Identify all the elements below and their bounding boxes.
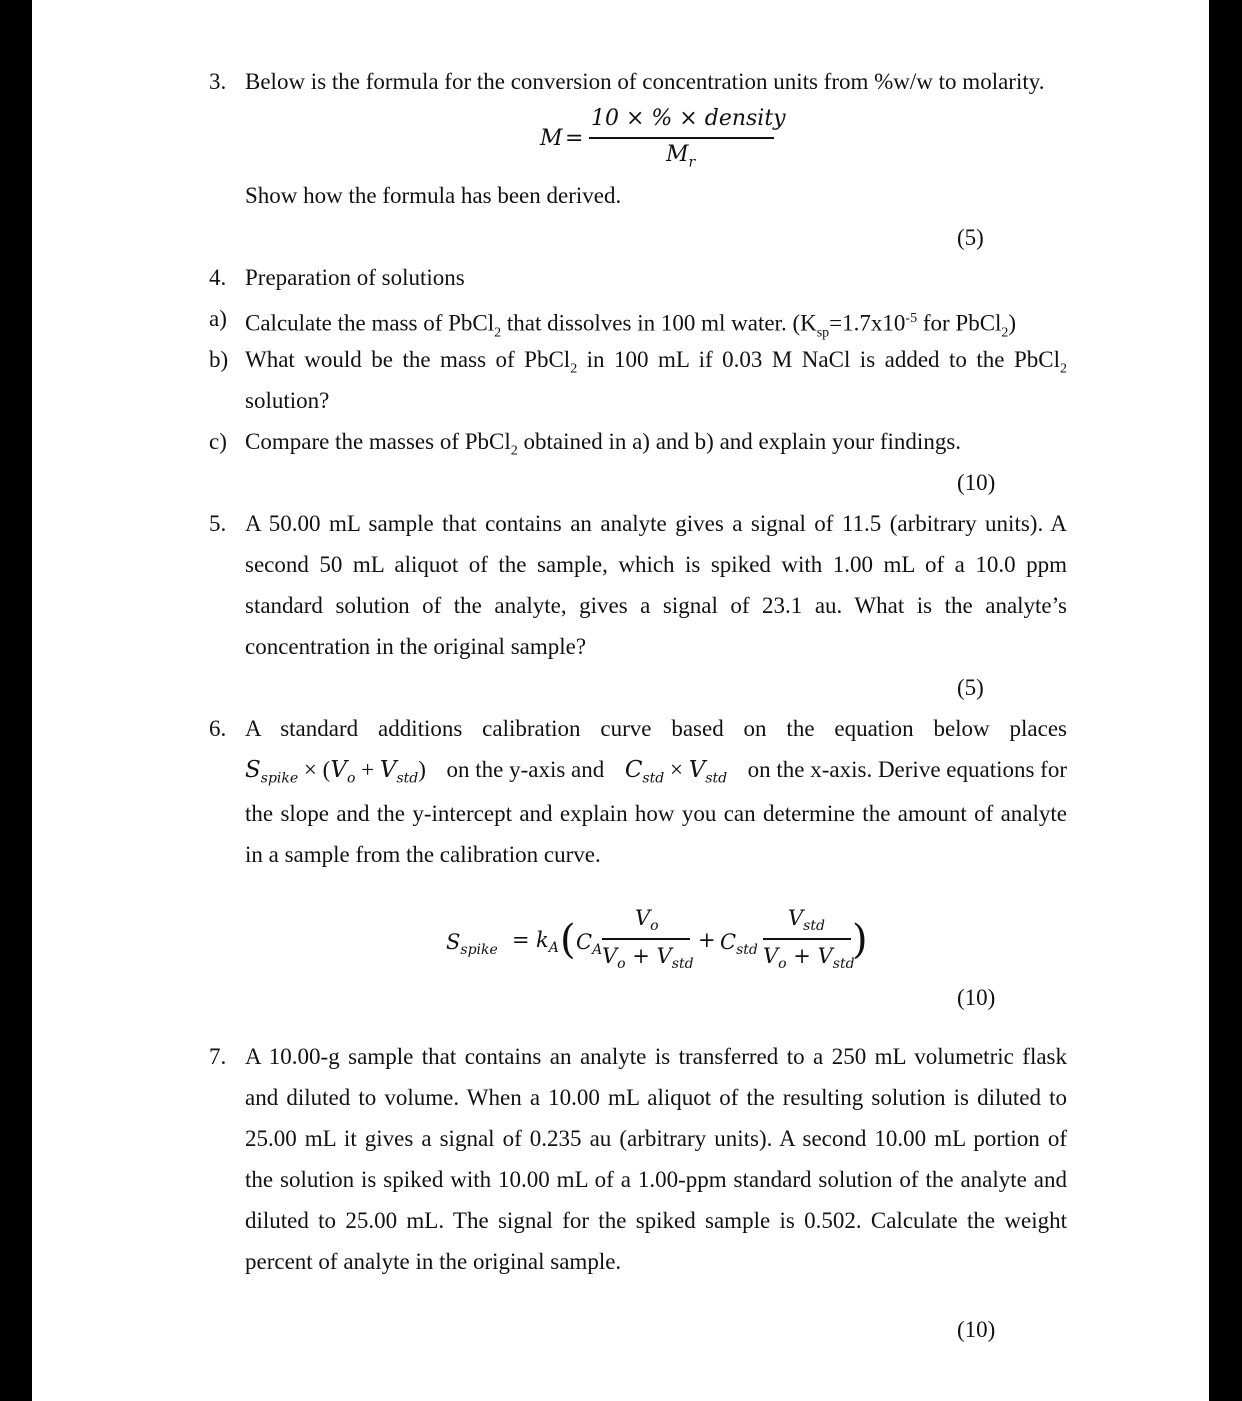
q5-line-2: second 50 mL aliquot of the sample, which is spiked with 1.00 mL of a 10.0 ppm	[245, 552, 1067, 577]
q4c-text: Compare the masses of PbCl$_2$ obtained in a) and b) and explain your findings.	[245, 429, 962, 459]
q4c-label: c)	[209, 429, 227, 454]
q3-formula-denominator: $M_r$	[666, 142, 696, 171]
q7-marks: (10)	[957, 1317, 996, 1342]
q5-number: 5.	[209, 511, 227, 536]
q4a-label: a)	[209, 306, 227, 331]
q6-marks: (10)	[957, 985, 996, 1010]
q7-line-2: and diluted to volume. When a 10.00 mL aliquot of the resulting solution is diluted to	[245, 1085, 1067, 1110]
q4-marks: (10)	[957, 470, 996, 495]
q3-fraction-bar	[589, 137, 774, 139]
q7-line-3: 25.00 mL it gives a signal of 0.235 au (arbitrary units). A second 10.00 mL portion of	[245, 1126, 1067, 1151]
q6-line-3: the slope and the y-intercept and explain how you can determine the amount of analyte	[245, 801, 1067, 826]
q4b-text-line2: solution?	[245, 388, 330, 413]
q6-left-paren: (	[560, 917, 576, 963]
q4b-text: What would be the mass of PbCl$_2$ in 100 mL if 0.03 M NaCl is added to the PbCl$_2$	[245, 347, 1068, 377]
q5-line-3: standard solution of the analyte, gives a signal of 23.1 au. What is the analyte’s	[245, 593, 1067, 618]
q7-line-5: diluted to 25.00 mL. The signal for the spiked sample is 0.502. Calculate the weight	[245, 1208, 1067, 1233]
q6-number: 6.	[209, 716, 227, 741]
q4-title: Preparation of solutions	[245, 265, 465, 290]
q5-marks: (5)	[957, 675, 984, 700]
q3-formula-numerator: 10 × % × density	[591, 106, 786, 131]
q7-line-1: A 10.00-g sample that contains an analyte is transferred to a 250 mL volumetric flask	[245, 1044, 1067, 1069]
q4-number: 4.	[209, 265, 227, 290]
q7-line-4: the solution is spiked with 10.00 mL of a 1.00-ppm standard solution of the analyte and	[245, 1167, 1067, 1192]
q6-y-axis-expression: $S_{spike} \times (V_o + V_{std})$	[245, 757, 426, 787]
q3-instruction: Show how the formula has been derived.	[245, 183, 622, 208]
q3-prompt: Below is the formula for the conversion of concentration units from %w/w to molarity.	[245, 69, 1045, 94]
q5-line-1: A 50.00 mL sample that contains an analyte gives a signal of 11.5 (arbitrary units). A	[245, 511, 1067, 536]
q7-line-6: percent of analyte in the original sample.	[245, 1249, 622, 1274]
q6-right-paren: )	[852, 917, 868, 963]
q6-line-4: in a sample from the calibration curve.	[245, 842, 601, 867]
q6-fraction-bar-1	[602, 938, 690, 940]
q6-fraction-bar-2	[763, 938, 851, 940]
q7-number: 7.	[209, 1044, 227, 1069]
q6-x-axis-expression: $C_{std} \times V_{std}$	[624, 757, 728, 787]
document-page: 3. Below is the formula for the conversion of concentration units from %w/w to molarity. M = 10 × % × density $M_r$ Show how the formula has been derived. (5) 4. Preparation of solutions a) Calculate the mass of PbCl$_2$ that dissolves in 100 ml water. ($K_{sp}=1.7x10^{-5}$ for PbCl$_2$) b) What would be the mass of PbCl$_2$ in 100 mL if 0.03 M NaCl is added to the PbCl$_2$ solution? c) Compare the masses of PbCl$_2$ obtained in a) and b) and explain your findings. (10) 5. A 50.00 mL sample that contains an analyte gives a signal of 11.5 (arbitrary units). A second 50 mL aliquot of the sample, which is spiked with 1.00 mL of a 10.0 ppm standard solution of the analyte, gives a signal of 23.1 au. What is the analyte’s concentration in the original sample? (5) 6. A standard additions calibration curve based on the equation below places $S_{spike} \times (V_o + V_{std})$ on the y-axis and $C_{std} \times V_{std}$ on the x-axis. Derive equations for the slope and the y-intercept and explain how you can determine the amount of analyte in a sample from the calibration curve. $S_{spike}$ = $k_A$ ( $C_A$ $V_o$ $V_o + V_{std}$ + $C_{std}$ $V_{std}$ $V_o + V_{std}$ ) (10) 7. A 10.00-g sample that contains an analyte is transferred to a 250 mL volumetric flask and diluted to volume. When a 10.00 mL aliquot of the resulting solution is diluted to 25.00 mL it gives a signal of 0.235 au (arbitrary units). A second 10.00 mL portion of the solution is spiked with 10.00 mL of a 1.00-ppm standard solution of the analyte and diluted to 25.00 mL. The signal for the spiked sample is 0.502. Calculate the weight percent of analyte in the original sample. (10)	[32, 0, 1209, 1401]
q4a-text: Calculate the mass of PbCl$_2$ that dissolves in 100 ml water. ($K_{sp}=1.7x10^{-5}$ for PbCl$_2$)	[245, 310, 1017, 341]
q6-line-2: $S_{spike} \times (V_o + V_{std})$ on the y-axis and $C_{std} \times V_{std}$ on the x-axis. Derive equations for	[245, 756, 1067, 793]
q3-number: 3.	[209, 69, 227, 94]
q5-line-4: concentration in the original sample?	[245, 634, 587, 659]
q6-line-1: A standard additions calibration curve based on the equation below places	[245, 716, 1067, 741]
q4b-label: b)	[209, 347, 229, 372]
q3-marks: (5)	[957, 225, 984, 250]
